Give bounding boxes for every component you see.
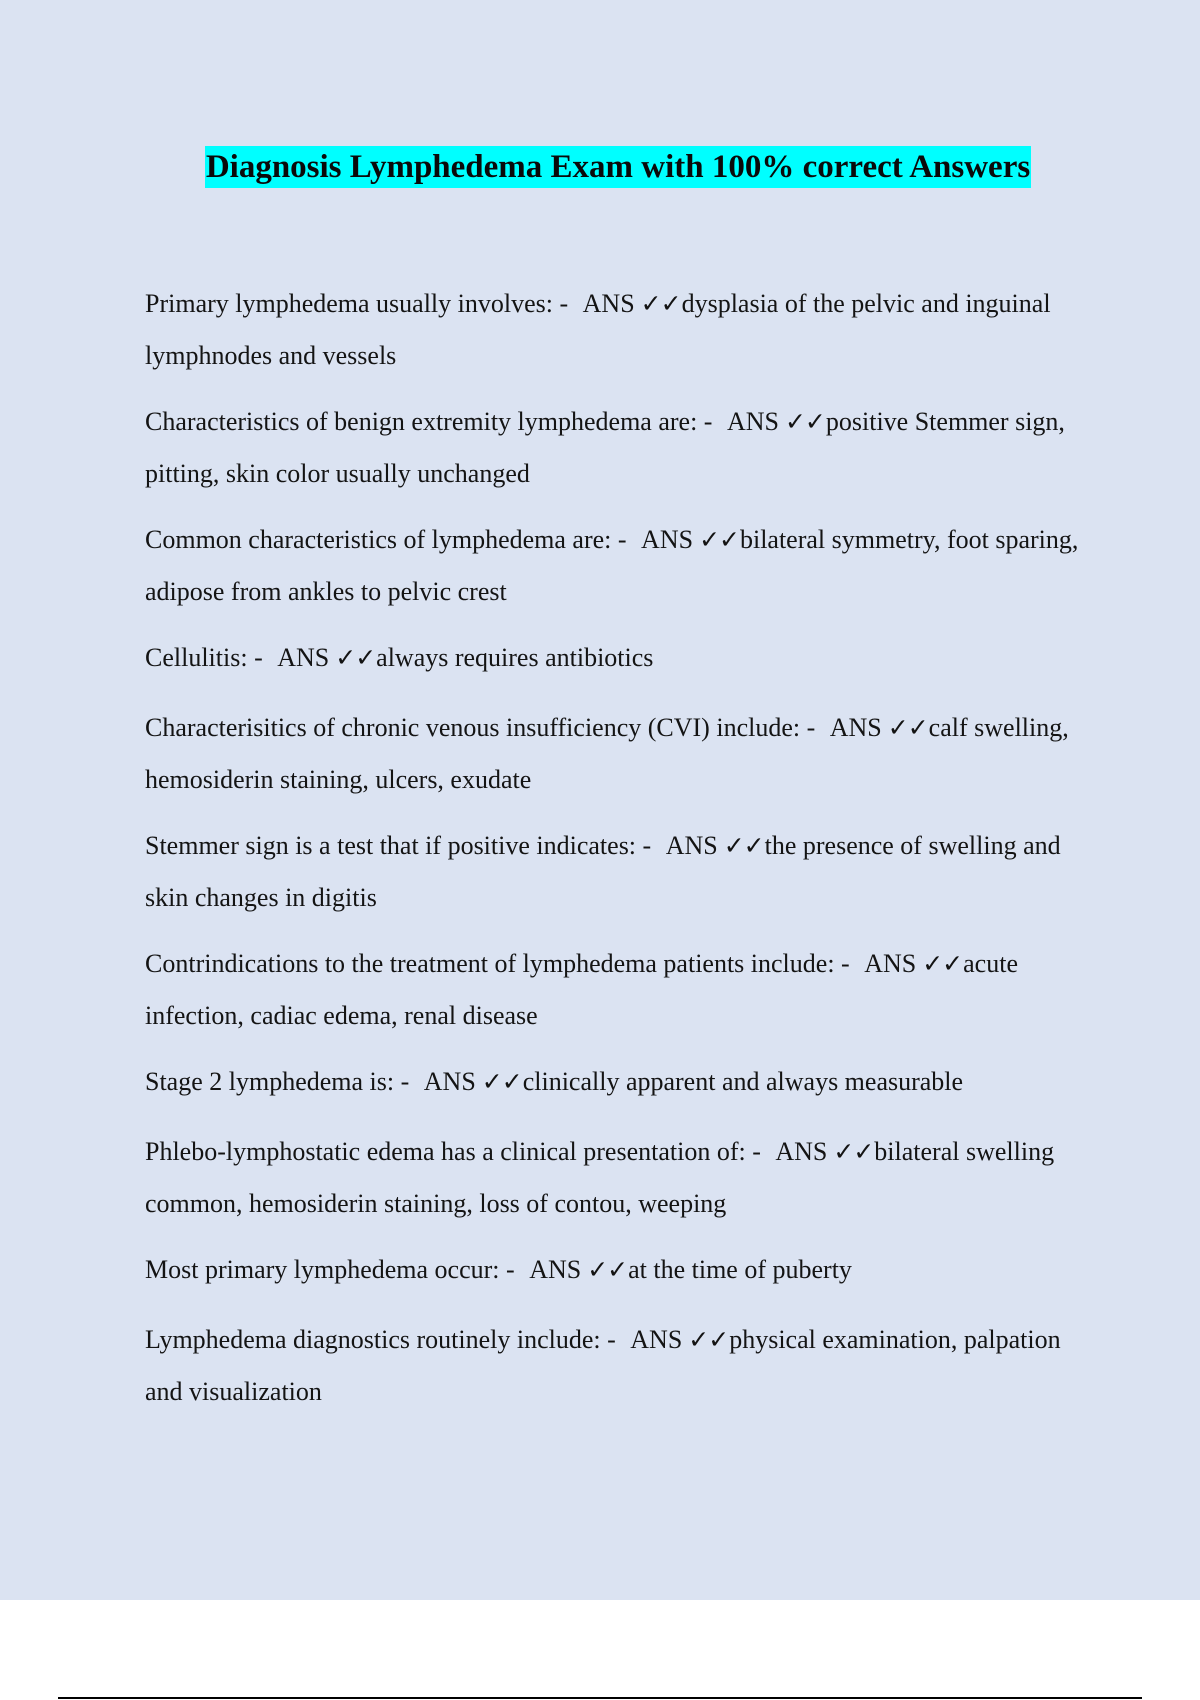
answer-label: ANS [641,525,694,554]
question-text: Lymphedema diagnostics routinely include: - [145,1325,623,1354]
answer-label: ANS [630,1325,683,1354]
double-check-icon: ✓✓ [887,713,928,742]
question-text: Phlebo-lymphostatic edema has a clinical presentation of: - [145,1137,768,1166]
footer-divider [58,1697,1142,1699]
double-check-icon: ✓✓ [640,289,681,318]
qa-item [145,702,1090,806]
answer-text: always requires antibiotics [376,643,654,672]
question-text: Stemmer sign is a test that if positive indicates: - [145,831,658,860]
qa-item [145,1244,1090,1296]
question-text: Primary lymphedema usually involves: - [145,289,575,318]
answer-text: dysplasia of the pelvic and inguinal lymphnodes and vessels [145,289,1051,370]
qa-item [145,1314,1090,1418]
question-text: Common characteristics of lymphedema are: - [145,525,634,554]
double-check-icon: ✓✓ [699,525,739,554]
double-check-icon: ✓✓ [723,831,764,860]
double-check-icon: ✓✓ [833,1137,874,1166]
double-check-icon: ✓✓ [784,407,825,436]
question-text: Most primary lymphedema occur: - [145,1255,522,1284]
double-check-icon: ✓✓ [688,1325,729,1354]
answer-text: physical examination, palpation and visualization [145,1325,1061,1406]
double-check-icon: ✓✓ [922,949,963,978]
question-text: Characteristics of benign extremity lymphedema are: - [145,407,719,436]
page-title: Diagnosis Lymphedema Exam with 100% correct Answers [205,146,1031,188]
question-text: Contrindications to the treatment of lymphedema patients include: - [145,949,857,978]
qa-item [145,278,1090,382]
answer-label: ANS [864,949,917,978]
answer-label: ANS [277,643,330,672]
answer-label: ANS [775,1137,828,1166]
answer-text: calf swelling, hemosiderin staining, ulcers, exudate [145,713,1069,794]
answer-text: bilateral symmetry, foot sparing, adipose from ankles to pelvic crest [145,525,1079,606]
answer-text: positive Stemmer sign, pitting, skin color usually unchanged [145,407,1065,488]
title-wrapper [0,146,1200,188]
answer-label: ANS [529,1255,582,1284]
double-check-icon: ✓✓ [335,643,376,672]
question-text: Cellulitis: - [145,643,270,672]
answer-label: ANS [665,831,718,860]
question-text: Characterisitics of chronic venous insufficiency (CVI) include: - [145,713,822,742]
answer-label: ANS [726,407,779,436]
answer-text: acute infection, cadiac edema, renal disease [145,949,1018,1030]
qa-item [145,820,1090,924]
qa-item [145,938,1090,1042]
answer-label: ANS [582,289,635,318]
answer-text: the presence of swelling and skin changes in digitis [145,831,1061,912]
double-check-icon: ✓✓ [481,1067,522,1096]
question-text: Stage 2 lymphedema is: - [145,1067,416,1096]
answer-text: bilateral swelling common, hemosiderin staining, loss of contou, weeping [145,1137,1055,1218]
answer-label: ANS [423,1067,476,1096]
qa-item [145,1056,1090,1108]
answer-label: ANS [829,713,882,742]
qa-item [145,1126,1090,1230]
qa-item [145,514,1090,618]
double-check-icon: ✓✓ [587,1255,628,1284]
qa-list [145,278,1090,1432]
answer-text: at the time of puberty [628,1255,852,1284]
qa-item [145,396,1090,500]
answer-text: clinically apparent and always measurable [522,1067,964,1096]
qa-item [145,632,1090,684]
